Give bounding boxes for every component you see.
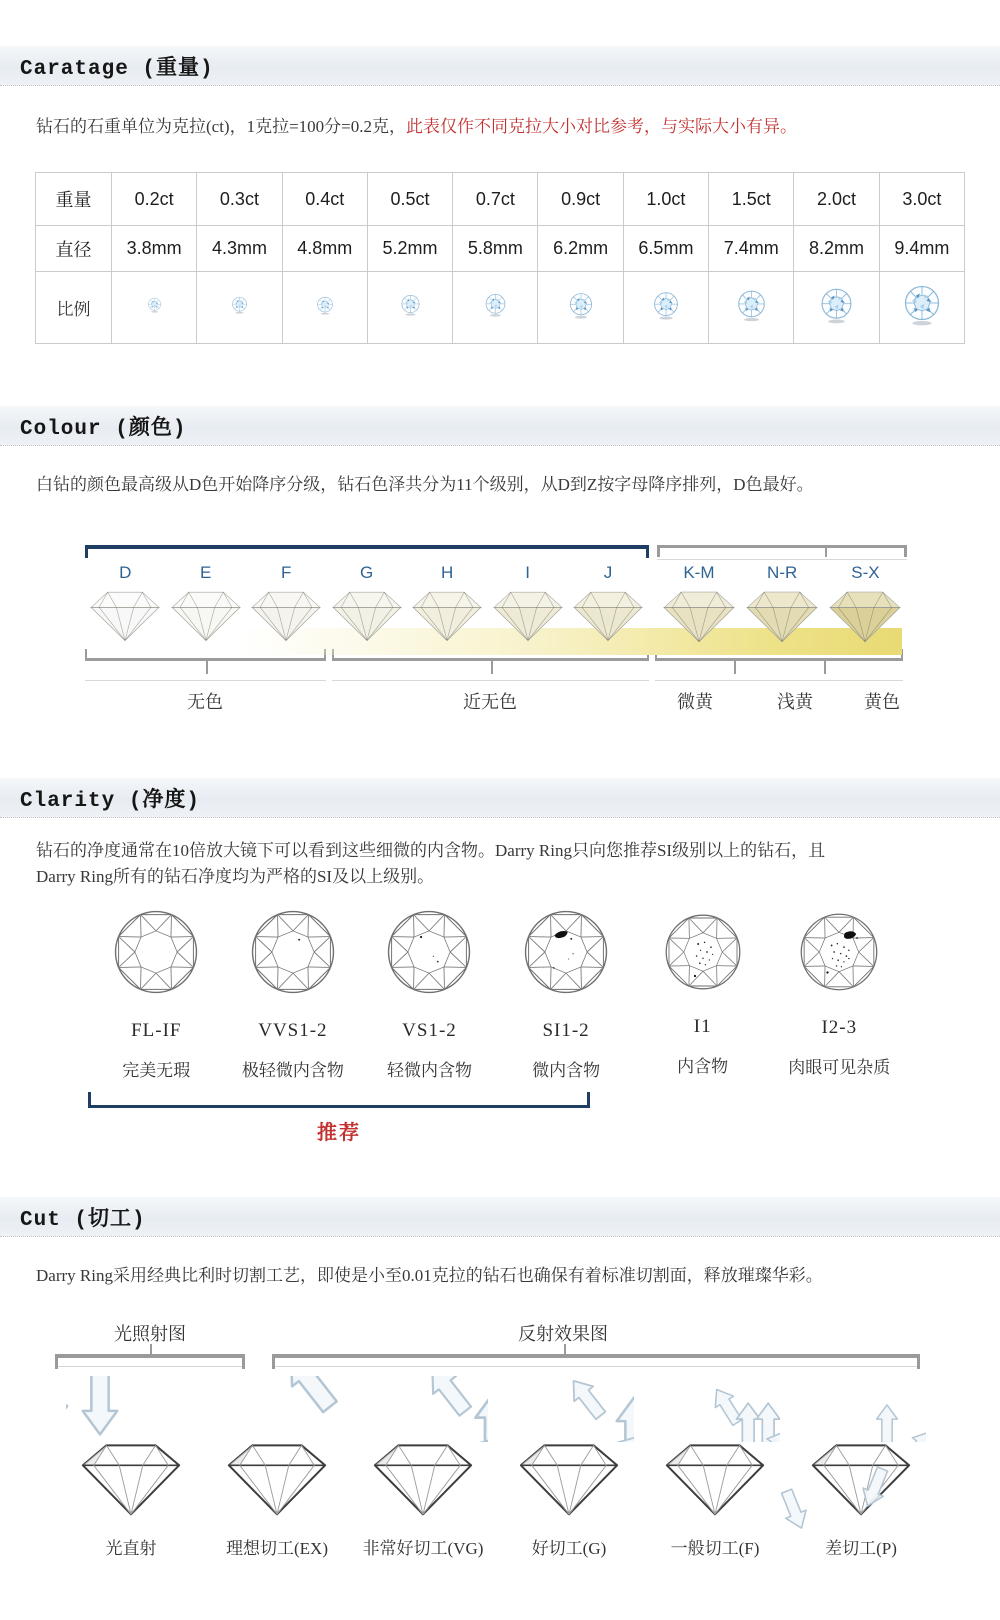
colour-top-brackets: [85, 545, 907, 559]
colour-diamond-icon: [170, 589, 242, 643]
colour-section: [0, 406, 1000, 721]
carat-diamond-icon: [652, 291, 680, 320]
carat-row-label-weight: 重量: [36, 173, 112, 226]
colour-bottom-brackets: [85, 658, 907, 680]
colour-section-header: [0, 406, 1000, 446]
clarity-grade: I2-3 肉眼可见杂质: [771, 908, 908, 1081]
bracket-tick: [734, 661, 736, 674]
band-bracket-colourless: [85, 658, 326, 680]
cut-grade: 理想切工(EX): [204, 1376, 350, 1559]
carat-weight-cell: 0.5ct: [367, 173, 452, 226]
reflect-arrows-icon: [796, 1376, 926, 1442]
colour-band-labels: [85, 688, 907, 722]
carat-diamond-icon: [316, 296, 334, 315]
cut-diagram: [0, 1320, 1000, 1620]
colour-grade: H: [407, 563, 487, 644]
carat-intro: [0, 114, 1000, 140]
carat-diamond-icon: [400, 294, 421, 316]
bracket-tick: [491, 661, 493, 674]
colour-diamond-icon: [331, 589, 403, 643]
carat-intro-warning: 此表仅作不同克拉大小对比参考，与实际大小有异。: [406, 117, 798, 136]
clarity-plot-icon: [522, 908, 610, 996]
cut-intro: Darry Ring采用经典比利时切割工艺，即使是小至0.01克拉的钻石也确保有着标准切割面，释放璀璨华彩。: [36, 1266, 823, 1286]
colour-grade: E: [165, 563, 245, 644]
light-group-label: 光照射图: [114, 1323, 186, 1344]
carat-table: [35, 172, 965, 344]
colour-grade: N-R: [741, 563, 824, 644]
reflect-arrows-icon: [212, 1376, 342, 1442]
clarity-plot-icon: [112, 908, 200, 996]
carat-diamond-icon: [819, 287, 854, 324]
bracket-tick: [206, 661, 208, 674]
colour-grade: F: [246, 563, 326, 644]
carat-diameter-cell: 4.8mm: [282, 226, 367, 272]
carat-weight-row: [36, 173, 965, 226]
clarity-grade: VVS1-2 极轻微内含物: [225, 908, 362, 1081]
colour-scale: [85, 545, 907, 722]
bracket-tick: [825, 548, 827, 557]
carat-weight-cell: 0.7ct: [453, 173, 538, 226]
carat-weight-cell: 3.0ct: [879, 173, 964, 226]
carat-row-label-scale: 比例: [36, 272, 112, 344]
cut-grade: 差切工(P): [788, 1376, 934, 1559]
carat-diameter-cell: 8.2mm: [794, 226, 879, 272]
colour-diamond-icon: [745, 589, 819, 644]
cut-diamond-icon: [802, 1436, 920, 1520]
cut-diamond-icon: [510, 1436, 628, 1520]
colour-diamond-icon: [492, 589, 564, 643]
cut-diamond-icon: [218, 1436, 336, 1520]
colour-diamond-icon: [572, 589, 644, 643]
colour-diamond-icon: [411, 589, 483, 643]
colour-grade: K-M: [657, 563, 740, 644]
cut-grades-row: [58, 1376, 934, 1559]
carat-diameter-row: [36, 226, 965, 272]
reflect-group-label: 反射效果图: [518, 1323, 608, 1344]
colour-grade-row: [85, 563, 907, 644]
band-label: 近无色: [463, 691, 517, 712]
carat-diamond-icon: [484, 293, 507, 317]
carat-diameter-cell: 6.5mm: [623, 226, 708, 272]
carat-weight-cell: 0.9ct: [538, 173, 623, 226]
colour-grade: D: [85, 563, 165, 644]
reflect-group-bracket: [272, 1354, 920, 1366]
light-down-arrows-icon: [66, 1376, 196, 1442]
cut-grade: 好切工(G): [496, 1376, 642, 1559]
carat-diameter-cell: 5.2mm: [367, 226, 452, 272]
cut-grade: 一般切工(F): [642, 1376, 788, 1559]
carat-diameter-cell: 3.8mm: [112, 226, 197, 272]
colour-diamond-icon: [662, 589, 736, 644]
colour-grade: S-X: [824, 563, 907, 644]
cut-diamond-icon: [72, 1436, 190, 1520]
carat-scale-row: [36, 272, 965, 344]
clarity-intro: 钻石的净度通常在10倍放大镜下可以看到这些细微的内含物。Darry Ring只向您推荐SI级别以上的钻石，且 Darry Ring所有的钻石净度均为严格的SI及以上级别。: [36, 840, 826, 887]
carat-weight-cell: 1.0ct: [623, 173, 708, 226]
colour-grade: J: [568, 563, 648, 644]
band-label: 微黄: [677, 691, 713, 712]
carat-weight-cell: 0.2ct: [112, 173, 197, 226]
clarity-plot-icon: [385, 908, 473, 996]
tinted-group-bracket: [657, 545, 907, 559]
recommended-label: 推荐: [317, 1122, 361, 1145]
cut-grade: 光直射: [58, 1376, 204, 1559]
carat-diameter-cell: 5.8mm: [453, 226, 538, 272]
cut-diamond-icon: [364, 1436, 482, 1520]
cut-section-title: Cut (切工): [20, 1209, 146, 1233]
carat-intro-text: 钻石的石重单位为克拉(ct)，1克拉=100分=0.2克，: [36, 117, 407, 136]
clarity-section: [0, 778, 1000, 1146]
carat-diameter-cell: 7.4mm: [709, 226, 794, 272]
bracket-tick: [824, 661, 826, 674]
clarity-grade: VS1-2 轻微内含物: [361, 908, 498, 1081]
carat-diamond-icon: [902, 284, 942, 326]
cut-section: [0, 1197, 1000, 1619]
reflect-arrows-icon: [504, 1376, 634, 1442]
colour-intro: 白钻的颜色最高级从D色开始降序分级，钻石色泽共分为11个级别，从D到Z按字母降序排列，D色最好。: [36, 475, 814, 495]
bracket-tick: [564, 1344, 566, 1354]
band-label: 无色: [187, 691, 223, 712]
band-bracket-yellow: [655, 658, 903, 680]
clarity-section-header: [0, 778, 1000, 818]
carat-weight-cell: 2.0ct: [794, 173, 879, 226]
colour-diamond-icon: [89, 589, 161, 643]
clarity-grade: SI1-2 微内含物: [498, 908, 635, 1081]
carat-diamond-icon: [736, 289, 767, 322]
carat-weight-cell: 1.5ct: [709, 173, 794, 226]
carat-diameter-cell: 4.3mm: [197, 226, 282, 272]
clarity-plot-icon: [249, 908, 337, 996]
clarity-section-title: Clarity (净度): [20, 789, 201, 813]
carat-diamond-icon: [147, 297, 162, 313]
carat-row-label-diameter: 直径: [36, 226, 112, 272]
colour-section-title: Colour (颜色): [20, 418, 187, 442]
clarity-grade: I1 内含物: [634, 908, 771, 1081]
reflect-arrows-icon: [650, 1376, 780, 1442]
clarity-grade: FL-IF 完美无瑕: [88, 908, 225, 1081]
reflect-arrows-icon: [358, 1376, 488, 1442]
clarity-plot-icon: [798, 911, 880, 993]
band-label: 浅黄: [777, 691, 813, 712]
band-bracket-near-colourless: [332, 658, 649, 680]
band-label: 黄色: [864, 691, 900, 712]
carat-section-header: [0, 46, 1000, 86]
carat-weight-cell: 0.4ct: [282, 173, 367, 226]
cut-grade: 非常好切工(VG): [350, 1376, 496, 1559]
carat-weight-cell: 0.3ct: [197, 173, 282, 226]
clarity-grades-row: [88, 908, 908, 1081]
cut-section-header: [0, 1197, 1000, 1237]
colour-diamond-icon: [250, 589, 322, 643]
carat-diamond-icon: [231, 296, 248, 314]
carat-section: [0, 0, 1000, 344]
cut-diamond-icon: [656, 1436, 774, 1520]
carat-section-title: Caratage (重量): [20, 58, 214, 81]
colour-grade: I: [487, 563, 567, 644]
recommended-bracket: [88, 1095, 590, 1108]
clarity-plot-icon: [663, 912, 743, 992]
colourless-group-bracket: [85, 545, 649, 559]
colour-diamond-icon: [828, 589, 902, 644]
colour-grade: G: [326, 563, 406, 644]
light-group-bracket: [55, 1354, 245, 1366]
carat-diameter-cell: 6.2mm: [538, 226, 623, 272]
bracket-tick: [150, 1344, 152, 1354]
carat-diamond-icon: [568, 292, 594, 319]
carat-diameter-cell: 9.4mm: [879, 226, 964, 272]
